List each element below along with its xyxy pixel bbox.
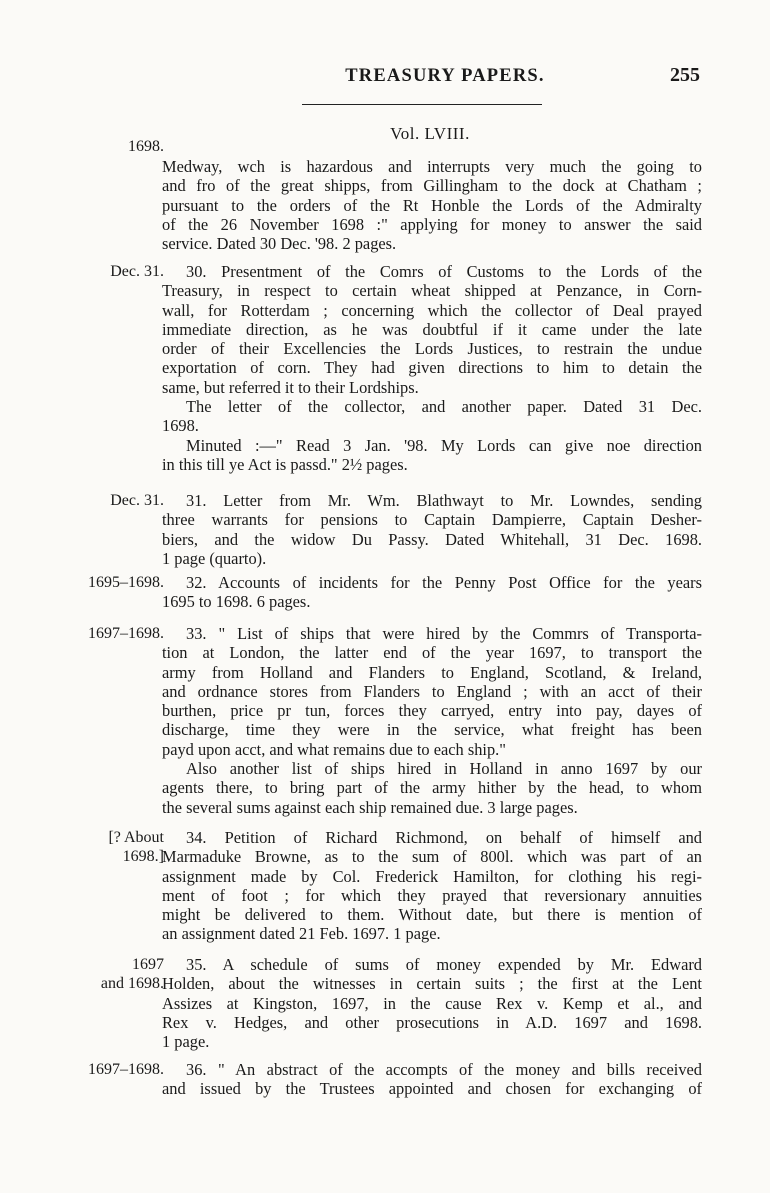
text-line: tion at London, the latter end of the year 1697, to transport the [162, 643, 702, 663]
entry-date [56, 137, 164, 156]
text-line: service. Dated 30 Dec. '98. 2 pages. [162, 234, 397, 254]
date-line: Dec. 31. [110, 492, 164, 509]
text-line: three warrants for pensions to Captain Dampierre, Captain Desher- [162, 510, 702, 530]
text-line: same, but referred it to their Lordships. [162, 377, 419, 397]
text-line: Rex v. Hedges, and other prosecutions in A.D. 1697 and 1698. [162, 1012, 702, 1032]
entry-text [162, 573, 702, 612]
date-line: [? About [108, 829, 164, 846]
text-line: wall, for Rotterdam ; concerning which the collector of Deal prayed [162, 300, 702, 320]
entry-text [162, 262, 702, 474]
text-line: assignment made by Col. Frederick Hamilton, for clothing his regi- [162, 866, 702, 886]
entry-date [56, 262, 164, 281]
text-line: Minuted :—" Read 3 Jan. '98. My Lords can give noe direction [186, 435, 702, 455]
entry-text [162, 624, 702, 817]
volume-heading: Vol. LVIII. [390, 124, 470, 143]
text-line: 31. Letter from Mr. Wm. Blathwayt to Mr. Lowndes, sending [186, 491, 702, 510]
text-line: pursuant to the orders of the Rt Honble the Lords of the Admiralty [162, 195, 702, 215]
text-line: exportation of corn. They had given directions to him to detain the [162, 358, 702, 378]
text-line: agents there, to bring part of the army hither by the head, to whom [162, 778, 702, 798]
text-line: the several sums against each ship remained due. 3 large pages. [162, 797, 578, 817]
text-line: army from Holland and Flanders to England, Scotland, & Ireland, [162, 662, 702, 682]
text-line: Assizes at Kingston, 1697, in the cause Rex v. Kemp et al., and [162, 993, 702, 1013]
date-line: 1698.] [122, 848, 164, 866]
entry-date [56, 624, 164, 643]
text-line: and fro of the great shipps, from Gillingham to the dock at Chatham ; [162, 176, 702, 196]
entry-text [162, 491, 702, 568]
text-line: 1698. [162, 416, 199, 436]
text-line: 1 page (quarto). [162, 548, 267, 568]
text-line: 1695 to 1698. 6 pages. [162, 592, 311, 612]
text-line: 34. Petition of Richard Richmond, on behalf of himself and [186, 828, 702, 847]
text-line: ment of foot ; for which they prayed that reversionary annuities [162, 885, 702, 905]
entry-text [162, 955, 702, 1051]
text-line: immediate direction, as he was doubtful if it came under the late [162, 319, 702, 339]
text-line: in this till ye Act is passd." 2½ pages. [162, 454, 408, 474]
text-line: 33. " List of ships that were hired by the Commrs of Transporta- [186, 624, 702, 643]
text-line: 30. Presentment of the Comrs of Customs to the Lords of the [186, 262, 702, 281]
text-line: might be delivered to them. Without date, but there is mention of [162, 905, 702, 925]
text-line: burthen, price pr tun, forces they carryed, entry into pay, dayes of [162, 701, 702, 721]
date-line: 1695–1698. [88, 574, 164, 591]
text-line: Treasury, in respect to certain wheat shipped at Penzance, in Corn- [162, 281, 702, 301]
text-line: 1 page. [162, 1032, 210, 1052]
text-line: The letter of the collector, and another paper. Dated 31 Dec. [186, 397, 702, 417]
text-line: biers, and the widow Du Passy. Dated Whitehall, 31 Dec. 1698. [162, 529, 702, 549]
entry-date [56, 1060, 164, 1079]
entry-text [162, 1060, 702, 1099]
text-line: Medway, wch is hazardous and interrupts very much the going to [162, 157, 702, 176]
text-line: discharge, time they were in the service, what freight has been [162, 720, 702, 740]
running-title: TREASURY PAPERS. [345, 66, 545, 86]
text-line: Also another list of ships hired in Holland in anno 1697 by our [186, 759, 702, 779]
text-line: 32. Accounts of incidents for the Penny Post Office for the years [186, 573, 702, 592]
text-line: an assignment dated 21 Feb. 1697. 1 page. [162, 924, 441, 944]
date-line: and 1698. [100, 975, 164, 993]
text-line: payd upon acct, and what remains due to each ship." [162, 739, 506, 759]
date-line: 1697–1698. [88, 1061, 164, 1078]
entry-date [56, 491, 164, 510]
text-line: 35. A schedule of sums of money expended by Mr. Edward [186, 955, 702, 974]
text-line: Marmaduke Browne, as to the sum of 800l. which was part of an [162, 847, 702, 867]
text-line: order of their Excellencies the Lords Justices, to restrain the undue [162, 339, 702, 359]
entry-text [162, 828, 702, 944]
date-line: 1697 [132, 956, 164, 973]
text-line: of the 26 November 1698 :" applying for money to answer the said [162, 214, 702, 234]
text-line: Holden, about the witnesses in certain suits ; the first at the Lent [162, 974, 702, 994]
entry-date [56, 573, 164, 592]
text-line: and issued by the Trustees appointed and chosen for exchanging of [162, 1079, 702, 1099]
entry-date [56, 828, 164, 867]
text-line: 36. " An abstract of the accompts of the money and bills received [186, 1060, 702, 1079]
entry-date [56, 955, 164, 994]
header-rule [302, 104, 542, 105]
date-line: Dec. 31. [110, 263, 164, 280]
text-line: and ordnance stores from Flanders to England ; with an acct of their [162, 681, 702, 701]
date-line: 1698. [128, 138, 164, 155]
date-line: 1697–1698. [88, 625, 164, 642]
page-number: 255 [670, 64, 700, 86]
entry-text [162, 157, 702, 253]
